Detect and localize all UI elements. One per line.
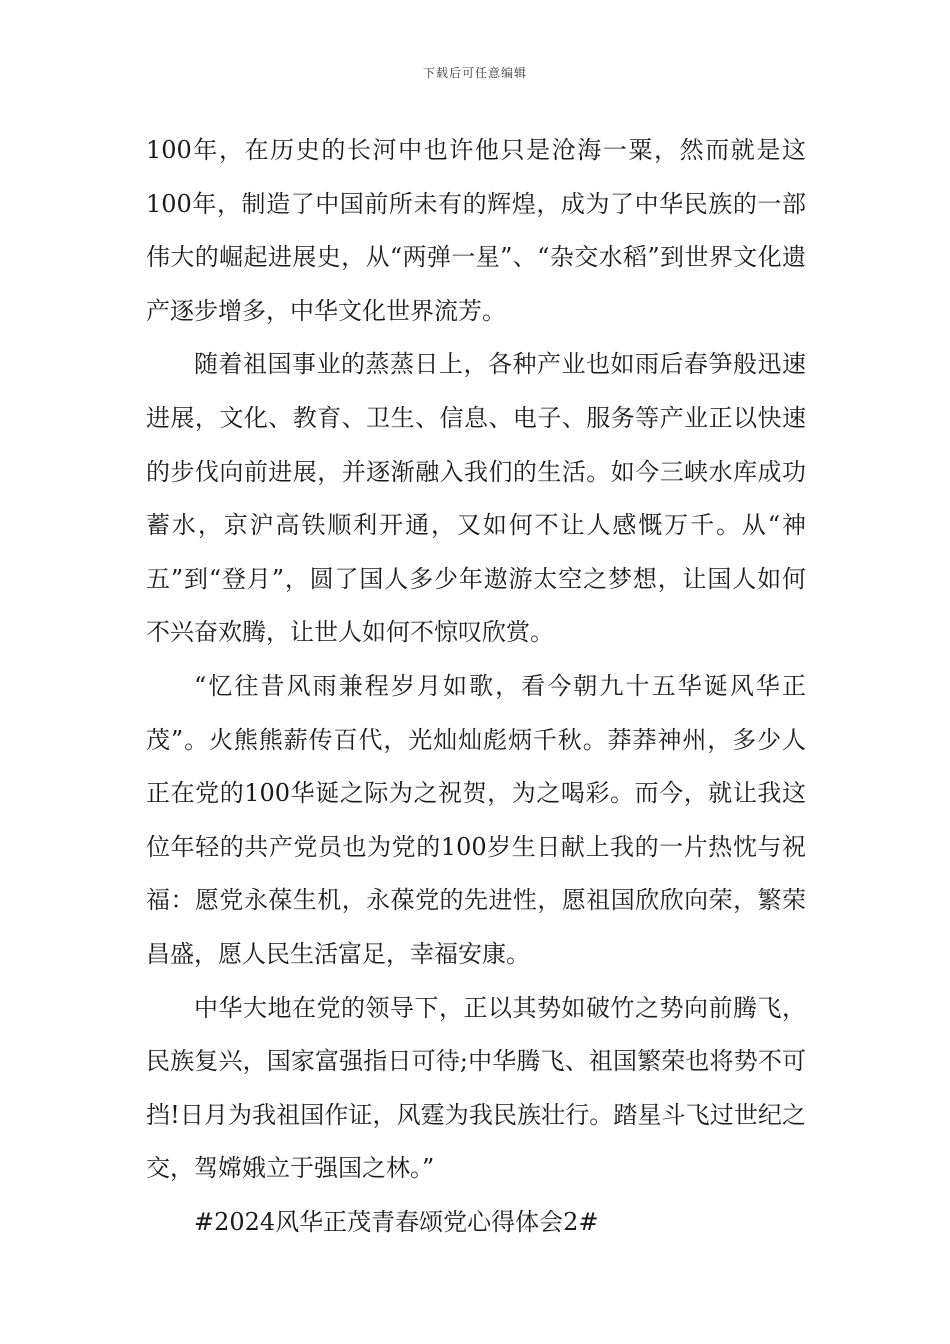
paragraph-4: 中华大地在党的领导下，正以其势如破竹之势向前腾飞，民族复兴，国家富强指日可待;中华腾飞、祖国繁荣也将势不可挡!日月为我祖国作证，风霆为我民族壮行。踏星斗飞过世纪之交，驾嫦娥立于强国之林。” — [146, 993, 806, 1183]
paragraph-2: 随着祖国事业的蒸蒸日上，各种产业也如雨后春笋般迅速进展，文化、教育、卫生、信息、电子、服务等产业正以快速的步伐向前进展，并逐渐融入我们的生活。如今三峡水库成功蓄水，京沪高铁顺利开通，又如何不让人感慨万千。从“神五”到“登月”，圆了国人多少年遨游太空之梦想，让国人如何不兴奋欢腾，让世人如何不惊叹欣赏。 — [146, 350, 806, 647]
paragraph-1: 100年，在历史的长河中也许他只是沧海一粟，然而就是这100年，制造了中国前所未有的辉煌，成为了中华民族的一部伟大的崛起进展史，从“两弹一星”、“杂交水稻”到世界文化遗产逐步增多，中华文化世界流芳。 — [146, 136, 806, 325]
section-heading: #2024风华正茂青春颂党心得体会2# — [194, 1207, 599, 1236]
page-header-note: 下载后可任意编辑 — [422, 66, 527, 80]
paragraph-3: “忆往昔风雨兼程岁月如歌，看今朝九十五华诞风华正茂”。火熊熊薪传百代，光灿灿彪炳千秋。莽莽神州，多少人正在党的100华诞之际为之祝贺，为之喝彩。而今，就让我这位年轻的共产党员也为党的100岁生日献上我的一片热忱与祝福：愿党永葆生机，永葆党的先进性，愿祖国欣欣向荣，繁荣昌盛，愿人民生活富足，幸福安康。 — [146, 671, 806, 968]
document-body — [146, 124, 806, 1249]
